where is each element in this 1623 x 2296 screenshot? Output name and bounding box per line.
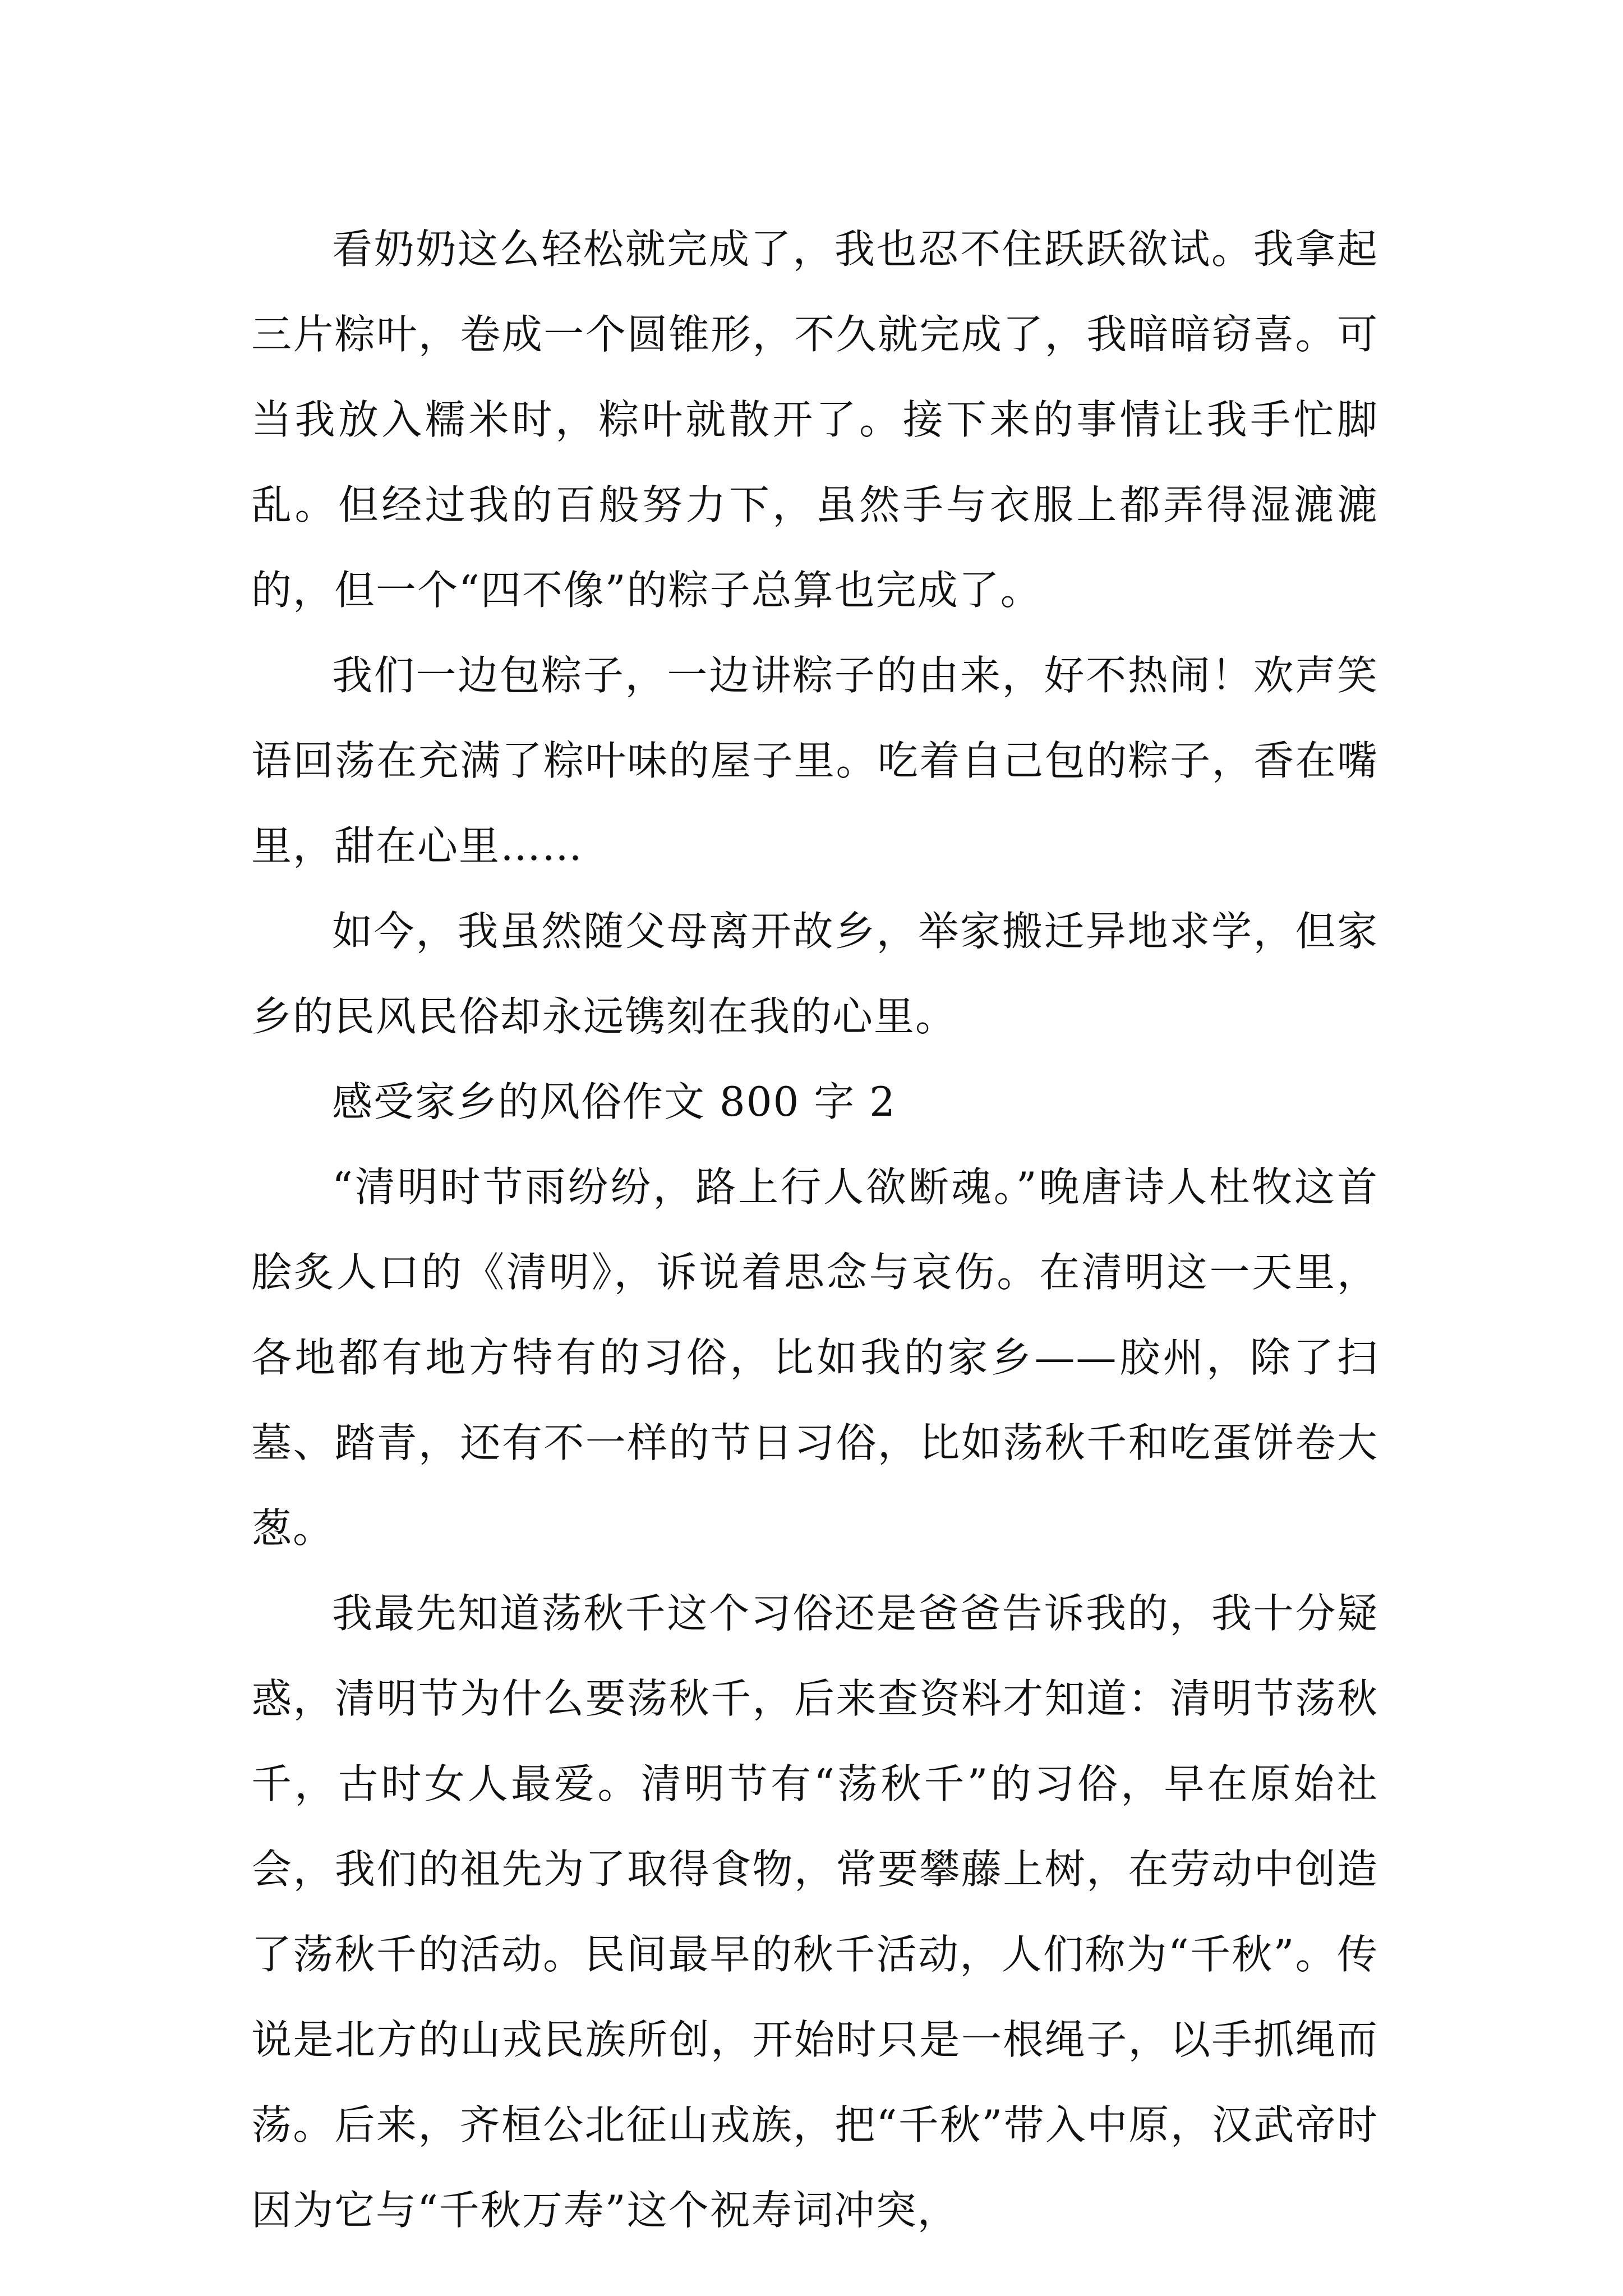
paragraph: “清明时节雨纷纷，路上行人欲断魂。”晚唐诗人杜牧这首脍炙人口的《清明》，诉说着思念与哀伤。在清明这一天里，各地都有地方特有的习俗，比如我的家乡——胶州，除了扫墓、踏青，还有不一样的节日习俗，比如荡秋千和吃蛋饼卷大葱。	[251, 1163, 1378, 1552]
section-title: 感受家乡的风俗作文 800 字 2	[332, 1078, 896, 1125]
document-body	[251, 206, 1378, 2253]
paragraph: 如今，我虽然随父母离开故乡，举家搬迁异地求学，但家乡的民风民俗却永远镌刻在我的心里。	[251, 908, 1378, 1040]
paragraph: 看奶奶这么轻松就完成了，我也忍不住跃跃欲试。我拿起三片粽叶，卷成一个圆锥形，不久就完成了，我暗暗窃喜。可当我放入糯米时，粽叶就散开了。接下来的事情让我手忙脚乱。但经过我的百般努力下，虽然手与衣服上都弄得湿漉漉的，但一个“四不像”的粽子总算也完成了。	[251, 226, 1378, 614]
paragraph: 我最先知道荡秋千这个习俗还是爸爸告诉我的，我十分疑惑，清明节为什么要荡秋千，后来查资料才知道：清明节荡秋千，古时女人最爱。清明节有“荡秋千”的习俗，早在原始社会，我们的祖先为了取得食物，常要攀藤上树，在劳动中创造了荡秋千的活动。民间最早的秋千活动，人们称为“千秋”。传说是北方的山戎民族所创，开始时只是一根绳子，以手抓绳而荡。后来，齐桓公北征山戎族，把“千秋”带入中原，汉武帝时因为它与“千秋万寿”这个祝寿词冲突，	[251, 1590, 1378, 2234]
paragraph: 我们一边包粽子，一边讲粽子的由来，好不热闹！欢声笑语回荡在充满了粽叶味的屋子里。吃着自己包的粽子，香在嘴里，甜在心里……	[251, 652, 1378, 869]
